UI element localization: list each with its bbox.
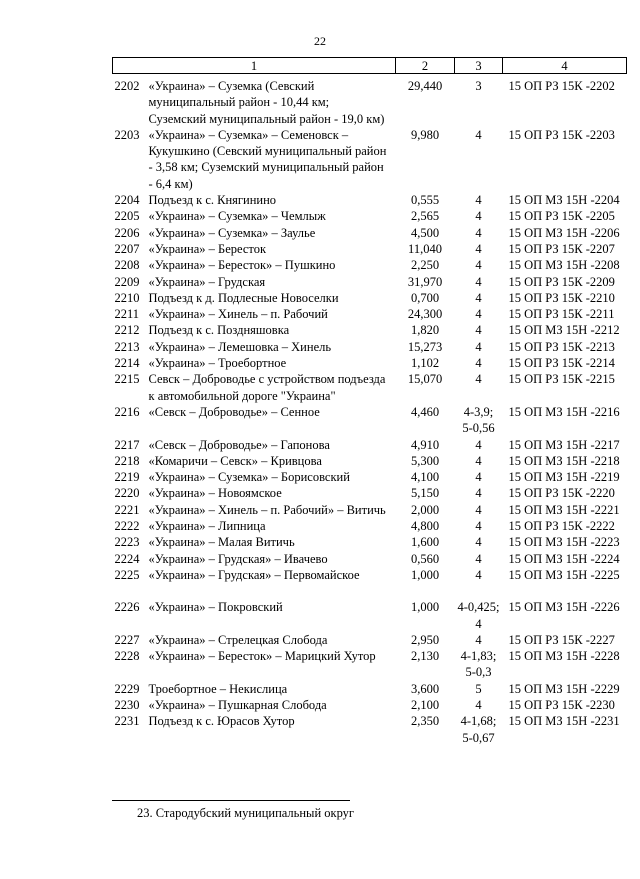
road-number: 2217: [114, 437, 140, 452]
road-name: «Украина» – Троебортное: [148, 356, 287, 371]
table-row: [113, 469, 627, 485]
road-number: 2221: [114, 502, 140, 517]
table-row: [113, 404, 627, 437]
road-name: «Севск – Доброводье» – Сенное: [148, 404, 320, 419]
road-id: 15 ОП РЗ 15К -2213: [508, 339, 615, 354]
road-name: «Украина» – Стрелецкая Слобода: [148, 632, 328, 647]
table-row: [113, 127, 627, 192]
road-id: 15 ОП МЗ 15Н -2216: [508, 404, 620, 419]
road-length: 1,102: [410, 356, 440, 371]
road-id: 15 ОП РЗ 15К -2211: [508, 307, 615, 322]
road-name: Троебортное – Некислица: [148, 681, 288, 696]
road-id: 15 ОП МЗ 15Н -2208: [508, 258, 620, 273]
road-number: 2207: [114, 241, 140, 256]
road-length: 4,800: [410, 519, 440, 534]
road-id: 15 ОП МЗ 15Н -2224: [508, 551, 620, 566]
road-name: «Украина» – Суземка» – Чемлыж: [148, 209, 326, 224]
road-name: «Украина» – Пушкарная Слобода: [148, 697, 327, 712]
road-name: «Севск – Доброводье» – Гапонова: [148, 437, 330, 452]
road-number: 2225: [114, 567, 140, 582]
table-row: [113, 355, 627, 371]
road-number: 2223: [114, 535, 140, 550]
road-category: 4: [475, 551, 482, 566]
road-name-cell: [113, 567, 396, 583]
road-number: 2231: [114, 714, 140, 729]
table-row: [113, 648, 627, 681]
road-name-cell: [113, 632, 396, 648]
road-length: 2,100: [410, 697, 440, 712]
road-length: 11,040: [408, 241, 442, 256]
road-name: Подъезд к д. Подлесные Новоселки: [148, 290, 339, 305]
road-id: 15 ОП МЗ 15Н -2204: [508, 193, 620, 208]
road-length: 4,500: [410, 225, 440, 240]
road-name: «Украина» – Грудская: [148, 274, 266, 289]
road-name-cell: [113, 681, 396, 697]
road-length: 31,970: [407, 274, 443, 289]
table-row: [113, 208, 627, 224]
road-name-cell: [113, 192, 396, 208]
road-number: 2208: [114, 258, 140, 273]
road-name-cell: [113, 502, 396, 518]
road-length: 5,150: [410, 486, 440, 501]
road-id: 15 ОП МЗ 15Н -2212: [508, 323, 620, 338]
road-id: 15 ОП РЗ 15К -2220: [508, 486, 615, 501]
road-name: «Украина» – Бересток: [148, 241, 267, 256]
road-number: 2229: [114, 681, 140, 696]
road-id: 15 ОП РЗ 15К -2202: [508, 79, 615, 93]
road-category: 4: [475, 307, 482, 322]
road-name-cell: [113, 437, 396, 453]
road-category: 4: [475, 274, 482, 289]
road-name-cell: [113, 257, 396, 273]
road-length: 4,460: [410, 404, 440, 419]
road-name: «Украина» – Бересток» – Пушкино: [148, 258, 336, 273]
road-name-cell: [113, 453, 396, 469]
table-row: [113, 697, 627, 713]
road-category: 4-0,425; 4: [457, 600, 500, 631]
road-number: 2212: [114, 323, 140, 338]
section-heading: 23. Стародубский муниципальный округ: [137, 806, 355, 820]
road-length: 4,100: [410, 470, 440, 485]
page-number: 22: [314, 34, 326, 48]
road-length: 2,350: [410, 714, 440, 729]
road-register-table: [112, 57, 627, 746]
column-header-1: 1: [113, 58, 396, 74]
table-row: [113, 713, 627, 746]
road-name-cell: [113, 339, 396, 355]
road-number: 2219: [114, 470, 140, 485]
table-row: [113, 322, 627, 338]
road-length: 2,130: [410, 649, 440, 664]
road-name-cell: [113, 127, 396, 192]
table-row: [113, 74, 627, 127]
road-category: 4: [475, 323, 482, 338]
road-id: 15 ОП МЗ 15Н -2218: [508, 453, 620, 468]
road-name-cell: [113, 371, 396, 404]
road-category: 4-1,83; 5-0,3: [460, 649, 497, 680]
road-length: 3,600: [410, 681, 440, 696]
road-number: 2216: [114, 404, 140, 419]
road-id: 15 ОП МЗ 15Н -2221: [508, 502, 620, 517]
road-length: 2,565: [410, 209, 440, 224]
road-number: 2203: [114, 127, 140, 142]
road-category: 4: [475, 486, 482, 501]
table-row: [113, 339, 627, 355]
road-number: 2222: [114, 519, 140, 534]
road-number: 2230: [114, 697, 140, 712]
road-name: Севск – Доброводье с устройством подъезда к автомобильной дороге "Украина": [148, 372, 386, 403]
road-number: 2214: [114, 356, 140, 371]
road-category: 4-1,68; 5-0,67: [460, 714, 497, 745]
road-name-cell: [113, 469, 396, 485]
road-length: 1,000: [410, 567, 440, 582]
road-length: 5,300: [410, 453, 440, 468]
table-row: [113, 453, 627, 469]
road-id: 15 ОП РЗ 15К -2205: [508, 209, 615, 224]
road-name-cell: [113, 551, 396, 567]
road-id: 15 ОП МЗ 15Н -2223: [508, 535, 620, 550]
road-id: 15 ОП РЗ 15К -2203: [508, 127, 615, 142]
road-id: 15 ОП РЗ 15К -2214: [508, 356, 615, 371]
road-number: 2227: [114, 632, 140, 647]
road-number: 2226: [114, 600, 140, 615]
table-row: [113, 290, 627, 306]
table-header-row: [113, 58, 627, 74]
road-name-cell: [113, 713, 396, 746]
road-length: 29,440: [407, 79, 443, 93]
road-category: 4: [475, 241, 482, 256]
table-row: [113, 274, 627, 290]
road-length: 4,910: [410, 437, 440, 452]
road-name: «Украина» – Суземка (Севский муниципальный район - 10,44 км; Суземский муниципальный район - 19,0 км): [148, 79, 385, 126]
road-name-cell: [113, 274, 396, 290]
road-length: 2,250: [410, 258, 440, 273]
road-category: 4: [475, 193, 482, 208]
road-length: 9,980: [410, 127, 440, 142]
road-number: 2228: [114, 649, 140, 664]
road-id: 15 ОП МЗ 15Н -2219: [508, 470, 620, 485]
table-row: [113, 551, 627, 567]
road-category: 4: [475, 356, 482, 371]
road-length: 15,273: [407, 339, 443, 354]
road-number: 2209: [114, 274, 140, 289]
road-number: 2204: [114, 193, 140, 208]
road-number: 2202: [114, 79, 140, 93]
road-length: 1,000: [410, 600, 440, 615]
road-length: 0,555: [410, 193, 440, 208]
road-id: 15 ОП МЗ 15Н -2231: [508, 714, 620, 729]
road-category: 4: [475, 258, 482, 273]
road-number: 2213: [114, 339, 140, 354]
table-row: [113, 681, 627, 697]
road-id: 15 ОП МЗ 15Н -2206: [508, 225, 620, 240]
road-name: «Украина» – Покровский: [148, 600, 283, 615]
table-row: [113, 437, 627, 453]
table-row: [113, 632, 627, 648]
road-name: «Украина» – Лемешовка – Хинель: [148, 339, 332, 354]
road-category: 4: [475, 437, 482, 452]
road-name-cell: [113, 208, 396, 224]
road-category: 4: [475, 225, 482, 240]
road-id: 15 ОП МЗ 15Н -2229: [508, 681, 620, 696]
road-id: 15 ОП РЗ 15К -2230: [508, 697, 615, 712]
road-name-cell: [113, 697, 396, 713]
road-name-cell: [113, 290, 396, 306]
road-category: 4: [475, 127, 482, 142]
table-row: [113, 567, 627, 583]
road-length: 1,820: [410, 323, 440, 338]
road-name: «Украина» – Липница: [148, 519, 266, 534]
road-category: 4: [475, 290, 482, 305]
road-name-cell: [113, 225, 396, 241]
road-name: «Комаричи – Севск» – Кривцова: [148, 453, 322, 468]
road-category: 4-3,9; 5-0,56: [462, 404, 495, 436]
road-name-cell: [113, 583, 396, 632]
road-number: 2205: [114, 209, 140, 224]
road-length: 2,950: [410, 632, 440, 647]
road-id: 15 ОП РЗ 15К -2207: [508, 241, 615, 256]
road-name: «Украина» – Суземка» – Борисовский: [148, 470, 350, 485]
road-category: 4: [475, 502, 482, 517]
road-length: 15,070: [407, 372, 443, 387]
road-id: 15 ОП РЗ 15К -2210: [508, 290, 615, 305]
road-name: «Украина» – Малая Витичь: [148, 535, 295, 550]
road-name-cell: [113, 534, 396, 550]
road-name: «Украина» – Грудская» – Ивачево: [148, 551, 328, 566]
road-name: «Украина» – Суземка» – Заулье: [148, 225, 316, 240]
table-row: [113, 241, 627, 257]
road-number: 2206: [114, 225, 140, 240]
table-row: [113, 257, 627, 273]
road-name-cell: [113, 485, 396, 501]
road-name: Подъезд к с. Юрасов Хутор: [148, 714, 295, 729]
road-name-cell: [113, 241, 396, 257]
road-id: 15 ОП МЗ 15Н -2228: [508, 649, 620, 664]
road-name: «Украина» – Хинель – п. Рабочий: [148, 307, 328, 322]
table-row: [113, 371, 627, 404]
table-row: [113, 306, 627, 322]
table-row: [113, 502, 627, 518]
road-name: Подъезд к с. Поздняшовка: [148, 323, 290, 338]
road-name: «Украина» – Суземка» – Семеновск – Кукушкино (Севский муниципальный район - 3,58 км; Суземский муниципальный район - 6,4 км): [148, 127, 387, 191]
road-name-cell: [113, 404, 396, 437]
column-header-4: 4: [503, 58, 627, 74]
table-row: [113, 518, 627, 534]
road-id: 15 ОП МЗ 15Н -2225: [508, 567, 620, 582]
road-name-cell: [113, 74, 396, 127]
road-category: 4: [475, 519, 482, 534]
road-number: 2215: [114, 372, 140, 387]
table-row: [113, 534, 627, 550]
road-number: 2218: [114, 453, 140, 468]
road-id: 15 ОП РЗ 15К -2227: [508, 632, 615, 647]
road-length: 24,300: [407, 307, 443, 322]
road-category: 4: [475, 632, 482, 647]
road-category: 4: [475, 372, 482, 387]
road-number: 2224: [114, 551, 140, 566]
road-name-cell: [113, 518, 396, 534]
road-length: 0,560: [410, 551, 440, 566]
road-id: 15 ОП РЗ 15К -2215: [508, 372, 615, 387]
road-category: 4: [475, 535, 482, 550]
table-row: [113, 192, 627, 208]
road-id: 15 ОП МЗ 15Н -2217: [508, 437, 620, 452]
road-id: 15 ОП РЗ 15К -2209: [508, 274, 615, 289]
road-length: 1,600: [410, 535, 440, 550]
road-category: 4: [475, 697, 482, 712]
road-number: 2211: [114, 307, 140, 322]
road-category: 5: [475, 681, 482, 696]
road-length: 2,000: [410, 502, 440, 517]
road-name: «Украина» – Новоямское: [148, 486, 282, 501]
road-number: 2210: [114, 290, 140, 305]
road-name-cell: [113, 306, 396, 322]
road-length: 0,700: [410, 290, 440, 305]
road-category: 4: [475, 567, 482, 582]
road-name: Подъезд к с. Княгинино: [148, 193, 277, 208]
road-category: 4: [475, 339, 482, 354]
road-name: «Украина» – Хинель – п. Рабочий» – Витичь: [148, 502, 386, 517]
road-name-cell: [113, 355, 396, 371]
footer-rule: [112, 800, 350, 801]
road-id: 15 ОП РЗ 15К -2222: [508, 519, 615, 534]
table-row: [113, 485, 627, 501]
road-category: 4: [475, 470, 482, 485]
column-header-2: 2: [396, 58, 455, 74]
road-id: 15 ОП МЗ 15Н -2226: [508, 600, 620, 615]
road-category: 3: [475, 79, 482, 93]
table-row: [113, 583, 627, 632]
road-name: «Украина» – Бересток» – Марицкий Хутор: [148, 649, 376, 664]
column-header-3: 3: [455, 58, 503, 74]
road-name: «Украина» – Грудская» – Первомайское: [148, 567, 360, 582]
table-row: [113, 225, 627, 241]
road-number: 2220: [114, 486, 140, 501]
road-category: 4: [475, 209, 482, 224]
road-name-cell: [113, 648, 396, 681]
road-category: 4: [475, 453, 482, 468]
road-name-cell: [113, 322, 396, 338]
